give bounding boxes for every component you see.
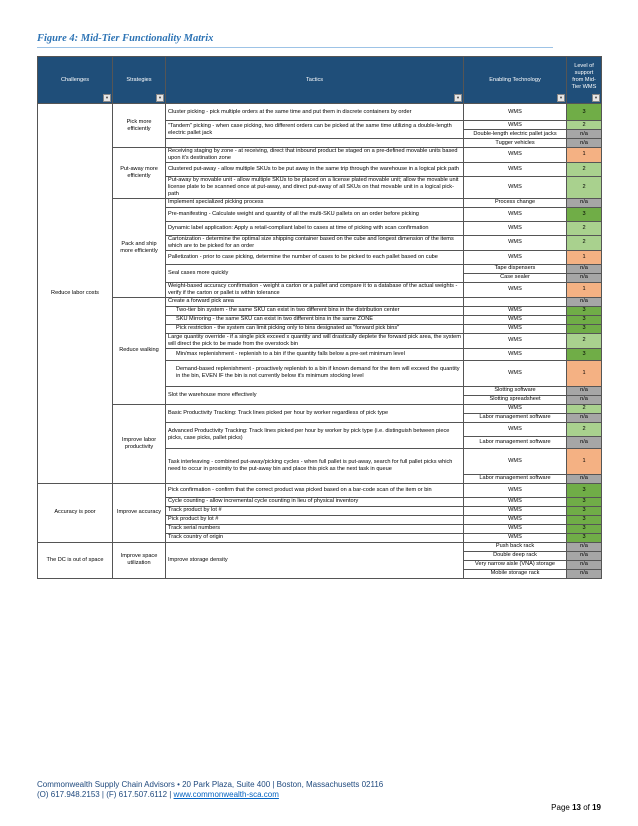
tactic-cell: Weight-based accuracy confirmation - weight a carton or a pallet and compare it to a database of the actual weights - verify if the carton or pallet is within tolerance xyxy=(166,282,464,297)
enabling-technology-cell: WMS xyxy=(464,162,567,176)
enabling-technology-cell: Case sealer xyxy=(464,273,567,282)
tactic-cell: Improve storage density xyxy=(166,542,464,578)
enabling-technology-cell: Tugger vehicles xyxy=(464,139,567,148)
support-level-cell: n/a xyxy=(567,395,602,404)
support-level-cell: 3 xyxy=(567,348,602,360)
table-row xyxy=(38,483,602,497)
support-level-cell: n/a xyxy=(567,198,602,207)
enabling-technology-cell: WMS xyxy=(464,250,567,264)
tactic-cell: Basic Productivity Tracking: Track lines picked per hour by worker regardless of pick type xyxy=(166,404,464,422)
support-level-cell: n/a xyxy=(567,474,602,483)
enabling-technology-cell xyxy=(464,297,567,306)
support-level-cell: 1 xyxy=(567,282,602,297)
tactic-cell: Cluster picking - pick multiple orders at the same time and put them in discrete containers by order xyxy=(166,104,464,121)
enabling-technology-cell: WMS xyxy=(464,483,567,497)
filter-dropdown-icon[interactable]: ▾ xyxy=(103,94,111,102)
support-level-cell: 3 xyxy=(567,483,602,497)
enabling-technology-cell: WMS xyxy=(464,176,567,198)
support-level-cell: 1 xyxy=(567,148,602,163)
enabling-technology-cell: WMS xyxy=(464,348,567,360)
support-level-cell: n/a xyxy=(567,569,602,578)
support-level-cell: 2 xyxy=(567,221,602,235)
tactic-cell: Dynamic label application: Apply a retail-compliant label to cases at time of picking with scan confirmation xyxy=(166,221,464,235)
strategy-cell: Improve space utilization xyxy=(113,542,166,578)
support-level-cell: 3 xyxy=(567,506,602,515)
support-level-cell: 3 xyxy=(567,104,602,121)
enabling-technology-cell: Push back rack xyxy=(464,542,567,551)
table-row xyxy=(38,198,602,207)
enabling-technology-cell: Labor management software xyxy=(464,413,567,422)
support-level-cell: 2 xyxy=(567,333,602,348)
tactic-cell: Cartonization - determine the optimal size shipping container based on the cube and longest dimension of the items which are to be picked for an order xyxy=(166,235,464,250)
strategy-cell: Put-away more efficiently xyxy=(113,148,166,199)
tactic-cell: "Tandem" picking - when case picking, two different orders can be picked at the same time utilizing a double-length electric pallet jack xyxy=(166,121,464,139)
tactic-cell: Cycle counting - allow incremental cycle counting in lieu of physical inventory xyxy=(166,497,464,506)
enabling-technology-cell: WMS xyxy=(464,221,567,235)
tactic-cell: Min/max replenishment - replenish to a bin if the quantity falls below a pre-set minimum level xyxy=(166,348,464,360)
enabling-technology-cell: WMS xyxy=(464,448,567,474)
website-link[interactable]: www.commonwealth-sca.com xyxy=(173,790,279,799)
support-level-cell: n/a xyxy=(567,130,602,139)
enabling-technology-cell: WMS xyxy=(464,306,567,315)
support-level-cell: 3 xyxy=(567,515,602,524)
tactic-cell: Track product by lot # xyxy=(166,506,464,515)
support-level-cell: 3 xyxy=(567,315,602,324)
tactic-cell: Advanced Productivity Tracking: Track lines picked per hour by worker by pick type (i.e. distinguish between piece picks, case picks, pallet picks) xyxy=(166,422,464,448)
support-level-cell: 3 xyxy=(567,497,602,506)
tactic-cell xyxy=(166,139,464,148)
table-row xyxy=(38,104,602,121)
footer-contact: (O) 617.948.2153 | (F) 617.507.6112 | www.commonwealth-sca.com xyxy=(37,790,279,799)
enabling-technology-cell: Labor management software xyxy=(464,474,567,483)
support-level-cell: 3 xyxy=(567,207,602,221)
tactic-cell: SKU Mirroring - the same SKU can exist in two different bins in the same ZONE xyxy=(166,315,464,324)
support-level-cell: 2 xyxy=(567,235,602,250)
support-level-cell: n/a xyxy=(567,273,602,282)
enabling-technology-cell: WMS xyxy=(464,235,567,250)
enabling-technology-cell: Slotting software xyxy=(464,386,567,395)
table-row xyxy=(38,148,602,163)
table-row xyxy=(38,542,602,551)
tactic-cell: Pre-manifesting - Calculate weight and quantity of all the multi-SKU pallets on an order before picking xyxy=(166,207,464,221)
functionality-matrix xyxy=(37,56,602,579)
enabling-technology-cell: Double-length electric pallet jacks xyxy=(464,130,567,139)
support-level-cell: n/a xyxy=(567,413,602,422)
tactic-cell: Pick restriction - the system can limit picking only to bins designated as "forward pick bins" xyxy=(166,324,464,333)
strategy-cell: Pick more efficiently xyxy=(113,104,166,148)
challenge-cell: The DC is out of space xyxy=(38,542,113,578)
page-number: Page 13 of 19 xyxy=(551,803,601,812)
enabling-technology-cell: WMS xyxy=(464,282,567,297)
tactic-cell: Clustered put-away - allow multiple SKUs to be put away in the same trip through the warehouse in a logical pick path xyxy=(166,162,464,176)
filter-dropdown-icon[interactable]: ▾ xyxy=(156,94,164,102)
challenge-cell: Accuracy is poor xyxy=(38,483,113,542)
enabling-technology-cell: Process change xyxy=(464,198,567,207)
support-level-cell: 2 xyxy=(567,404,602,413)
enabling-technology-cell: WMS xyxy=(464,404,567,413)
support-level-cell: 3 xyxy=(567,524,602,533)
enabling-technology-cell: Very narrow aisle (VNA) storage xyxy=(464,560,567,569)
challenge-cell: Reduce labor costs xyxy=(38,104,113,484)
table-row xyxy=(38,297,602,306)
support-level-cell: n/a xyxy=(567,139,602,148)
tactic-cell: Large quantity override - if a single pick exceed x quantity and will drastically deplete the forward pick area, the system will direct the pick to be made from the overstock bin xyxy=(166,333,464,348)
enabling-technology-cell: WMS xyxy=(464,360,567,386)
strategy-cell: Improve accuracy xyxy=(113,483,166,542)
enabling-technology-cell: WMS xyxy=(464,148,567,163)
tactic-cell: Put-away by movable unit - allow multiple SKUs to be placed on a license plated movable unit; allow the movable unit license plate to be scanned once at put-away, and direct put-away of all SKUs on that movable unit in a logical pick-path xyxy=(166,176,464,198)
support-level-cell: 3 xyxy=(567,533,602,542)
header-tactics: Tactics ▾ xyxy=(166,57,464,104)
footer-address: Commonwealth Supply Chain Advisors • 20 Park Plaza, Suite 400 | Boston, Massachusetts 02116 xyxy=(37,780,384,789)
header-challenges: Challenges ▾ xyxy=(38,57,113,104)
strategy-cell: Improve labor productivity xyxy=(113,404,166,483)
header-enabling-technology: Enabling Technology ▾ xyxy=(464,57,567,104)
tactic-cell: Track country of origin xyxy=(166,533,464,542)
filter-dropdown-icon[interactable]: ▾ xyxy=(557,94,565,102)
header-level-of-support: Level of support from Mid-Tier WMS ▾ xyxy=(567,57,602,104)
enabling-technology-cell: WMS xyxy=(464,497,567,506)
tactic-cell: Track serial numbers xyxy=(166,524,464,533)
header-strategies: Strategies ▾ xyxy=(113,57,166,104)
table-row xyxy=(38,404,602,413)
tactic-cell: Seal cases more quickly xyxy=(166,264,464,282)
support-level-cell: n/a xyxy=(567,551,602,560)
footer xyxy=(37,780,383,800)
strategy-cell: Pack and ship more efficiently xyxy=(113,198,166,297)
support-level-cell: n/a xyxy=(567,542,602,551)
support-level-cell: 2 xyxy=(567,176,602,198)
support-level-cell: 2 xyxy=(567,422,602,436)
enabling-technology-cell: WMS xyxy=(464,104,567,121)
tactic-cell: Demand-based replenishment - proactively replenish to a bin if known demand for the item will exceed the quantity in the bin, EVEN IF the bin is not currently below it's minimum stocking level xyxy=(166,360,464,386)
filter-dropdown-icon[interactable]: ▾ xyxy=(592,94,600,102)
support-level-cell: n/a xyxy=(567,297,602,306)
enabling-technology-cell: WMS xyxy=(464,324,567,333)
enabling-technology-cell: WMS xyxy=(464,515,567,524)
support-level-cell: n/a xyxy=(567,264,602,273)
support-level-cell: 2 xyxy=(567,121,602,130)
enabling-technology-cell: WMS xyxy=(464,207,567,221)
enabling-technology-cell: WMS xyxy=(464,533,567,542)
tactic-cell: Pick product by lot # xyxy=(166,515,464,524)
enabling-technology-cell: Labor management software xyxy=(464,436,567,448)
support-level-cell: 1 xyxy=(567,360,602,386)
enabling-technology-cell: Tape dispensers xyxy=(464,264,567,273)
tactic-cell: Create a forward pick area xyxy=(166,297,464,306)
enabling-technology-cell: Mobile storage rack xyxy=(464,569,567,578)
title-rule xyxy=(37,47,553,48)
support-level-cell: 1 xyxy=(567,250,602,264)
tactic-cell: Two-tier bin system - the same SKU can exist in two different bins in the distribution center xyxy=(166,306,464,315)
tactic-cell: Task interleaving - combined put-away/picking cycles - when full pallet is put-away, search for full pallet picks which need to occur in proximity to the put-away bin and place this pick as the next task in queue xyxy=(166,448,464,483)
tactic-cell: Pick confirmation - confirm that the correct product was picked based on a bar-code scan of the item or bin xyxy=(166,483,464,497)
enabling-technology-cell: Double deep rack xyxy=(464,551,567,560)
support-level-cell: 3 xyxy=(567,306,602,315)
strategy-cell: Reduce walking xyxy=(113,297,166,404)
tactic-cell: Implement specialized picking process xyxy=(166,198,464,207)
enabling-technology-cell: WMS xyxy=(464,524,567,533)
enabling-technology-cell: WMS xyxy=(464,422,567,436)
filter-dropdown-icon[interactable]: ▾ xyxy=(454,94,462,102)
tactic-cell: Slot the warehouse more effectively xyxy=(166,386,464,404)
enabling-technology-cell: WMS xyxy=(464,506,567,515)
tactic-cell: Palletization - prior to case picking, determine the number of cases to be picked to each pallet based on cube xyxy=(166,250,464,264)
support-level-cell: n/a xyxy=(567,436,602,448)
enabling-technology-cell: WMS xyxy=(464,315,567,324)
enabling-technology-cell: WMS xyxy=(464,333,567,348)
enabling-technology-cell: WMS xyxy=(464,121,567,130)
tactic-cell: Receiving staging by zone - at receiving, direct that inbound product be staged on a pre-defined movable units based upon it's destination zone xyxy=(166,148,464,163)
support-level-cell: n/a xyxy=(567,386,602,395)
support-level-cell: n/a xyxy=(567,560,602,569)
enabling-technology-cell: Slotting spreadsheet xyxy=(464,395,567,404)
support-level-cell: 1 xyxy=(567,448,602,474)
support-level-cell: 2 xyxy=(567,162,602,176)
figure-title: Figure 4: Mid-Tier Functionality Matrix xyxy=(37,33,214,44)
header-row xyxy=(38,57,602,104)
support-level-cell: 3 xyxy=(567,324,602,333)
